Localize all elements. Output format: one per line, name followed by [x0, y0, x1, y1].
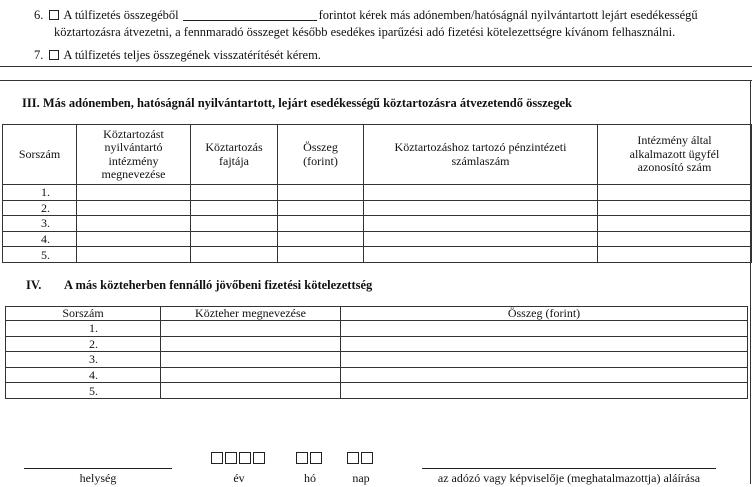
- table-cell[interactable]: [341, 321, 748, 337]
- table-cell[interactable]: [278, 200, 364, 216]
- section-4-number: IV.: [26, 278, 42, 292]
- item-7: [34, 47, 634, 64]
- table-cell[interactable]: [598, 247, 752, 263]
- item-7-number: 7.: [34, 48, 44, 62]
- row-number: 4.: [6, 367, 161, 383]
- col-header-osszeg: Összeg (forint): [278, 125, 364, 185]
- place-line: [24, 468, 172, 469]
- table-row: [6, 321, 748, 337]
- table-row: [3, 216, 752, 232]
- year-digit-box[interactable]: [253, 452, 265, 464]
- table-cell[interactable]: [191, 231, 278, 247]
- table-cell[interactable]: [191, 216, 278, 232]
- table-header-row: [6, 307, 748, 321]
- item-7-checkbox[interactable]: [49, 50, 59, 60]
- year-boxes[interactable]: [211, 452, 267, 468]
- row-number: 1.: [3, 185, 77, 201]
- table-row: [3, 200, 752, 216]
- table-cell[interactable]: [278, 247, 364, 263]
- table-cell[interactable]: [77, 247, 191, 263]
- row-number: 3.: [6, 352, 161, 368]
- table-cell[interactable]: [341, 367, 748, 383]
- table-cell[interactable]: [77, 185, 191, 201]
- day-label: nap: [352, 471, 370, 485]
- table-cell[interactable]: [161, 321, 341, 337]
- table-row: [6, 336, 748, 352]
- table-cell[interactable]: [77, 200, 191, 216]
- place-label: helység: [79, 471, 117, 485]
- table-cell[interactable]: [191, 200, 278, 216]
- section-4-table: [5, 306, 748, 399]
- divider-line: [0, 66, 752, 67]
- table-cell[interactable]: [278, 231, 364, 247]
- table-cell[interactable]: [191, 247, 278, 263]
- item-6-checkbox[interactable]: [49, 10, 59, 20]
- col-header-azonosito: Intézmény által alkalmazott ügyfél azonosító szám: [598, 125, 752, 185]
- table-cell[interactable]: [161, 352, 341, 368]
- item-7-text: A túlfizetés teljes összegének visszatérítését kérem.: [63, 48, 321, 62]
- year-digit-box[interactable]: [211, 452, 223, 464]
- month-boxes[interactable]: [296, 452, 324, 468]
- section-4-title: A más közteherben fennálló jövőbeni fizetési kötelezettség: [64, 278, 373, 292]
- day-digit-box[interactable]: [347, 452, 359, 464]
- signer-label: az adózó vagy képviselője (meghatalmazottja) aláírása: [437, 471, 701, 485]
- table-row: [3, 185, 752, 201]
- table-cell[interactable]: [341, 383, 748, 399]
- table-cell[interactable]: [364, 247, 598, 263]
- table-cell[interactable]: [364, 185, 598, 201]
- row-number: 5.: [6, 383, 161, 399]
- item-6: [34, 7, 744, 24]
- table-row: [6, 383, 748, 399]
- row-number: 4.: [3, 231, 77, 247]
- table-row: [3, 247, 752, 263]
- table-cell[interactable]: [77, 216, 191, 232]
- table-cell[interactable]: [161, 383, 341, 399]
- table-row: [3, 231, 752, 247]
- year-digit-box[interactable]: [225, 452, 237, 464]
- table-cell[interactable]: [364, 200, 598, 216]
- col-header-intezmeny: Köztartozást nyilvántartó intézmény megnevezése: [77, 125, 191, 185]
- col-header-osszeg: Összeg (forint): [341, 307, 748, 321]
- day-boxes[interactable]: [347, 452, 375, 468]
- table-cell[interactable]: [161, 336, 341, 352]
- table-cell[interactable]: [161, 367, 341, 383]
- col-header-sorszam: Sorszám: [3, 125, 77, 185]
- row-number: 5.: [3, 247, 77, 263]
- day-digit-box[interactable]: [361, 452, 373, 464]
- item-6-text-after: forintot kérek más adónemben/hatóságnál nyilvántartott lejárt esedékességű: [318, 8, 698, 22]
- table-row: [6, 352, 748, 368]
- table-cell[interactable]: [364, 231, 598, 247]
- table-cell[interactable]: [598, 185, 752, 201]
- table-cell[interactable]: [341, 352, 748, 368]
- signature-line: [422, 468, 716, 469]
- row-number: 2.: [6, 336, 161, 352]
- col-header-sorszam: Sorszám: [6, 307, 161, 321]
- col-header-szamlaszam: Köztartozáshoz tartozó pénzintézeti számlaszám: [364, 125, 598, 185]
- row-number: 1.: [6, 321, 161, 337]
- col-header-fajta: Köztartozás fajtája: [191, 125, 278, 185]
- item-6-text-before: A túlfizetés összegéből: [63, 8, 179, 22]
- section-3-title: III. Más adónemben, hatóságnál nyilvántartott, lejárt esedékességű köztartozásra átvezetendő összegek: [22, 96, 572, 110]
- year-digit-box[interactable]: [239, 452, 251, 464]
- col-header-kozteher: Közteher megnevezése: [161, 307, 341, 321]
- table-cell[interactable]: [364, 216, 598, 232]
- item-6-number: 6.: [34, 8, 44, 22]
- table-cell[interactable]: [598, 216, 752, 232]
- table-cell[interactable]: [77, 231, 191, 247]
- table-cell[interactable]: [191, 185, 278, 201]
- table-cell[interactable]: [598, 200, 752, 216]
- row-number: 3.: [3, 216, 77, 232]
- table-header-row: [3, 125, 752, 185]
- month-label: hó: [304, 471, 316, 485]
- row-number: 2.: [3, 200, 77, 216]
- table-cell[interactable]: [278, 216, 364, 232]
- table-row: [6, 367, 748, 383]
- month-digit-box[interactable]: [296, 452, 308, 464]
- table-cell[interactable]: [598, 231, 752, 247]
- divider-line: [0, 80, 752, 81]
- month-digit-box[interactable]: [310, 452, 322, 464]
- item-6-amount-field[interactable]: [183, 9, 317, 21]
- table-cell[interactable]: [341, 336, 748, 352]
- item-6-line-2: köztartozásra átvezetni, a fennmaradó összeget később esedékes iparűzési adó fizetési kötelezettségre kívánom felhasználni.: [54, 25, 676, 39]
- table-cell[interactable]: [278, 185, 364, 201]
- year-label: év: [233, 471, 245, 485]
- section-3-table: [2, 124, 752, 263]
